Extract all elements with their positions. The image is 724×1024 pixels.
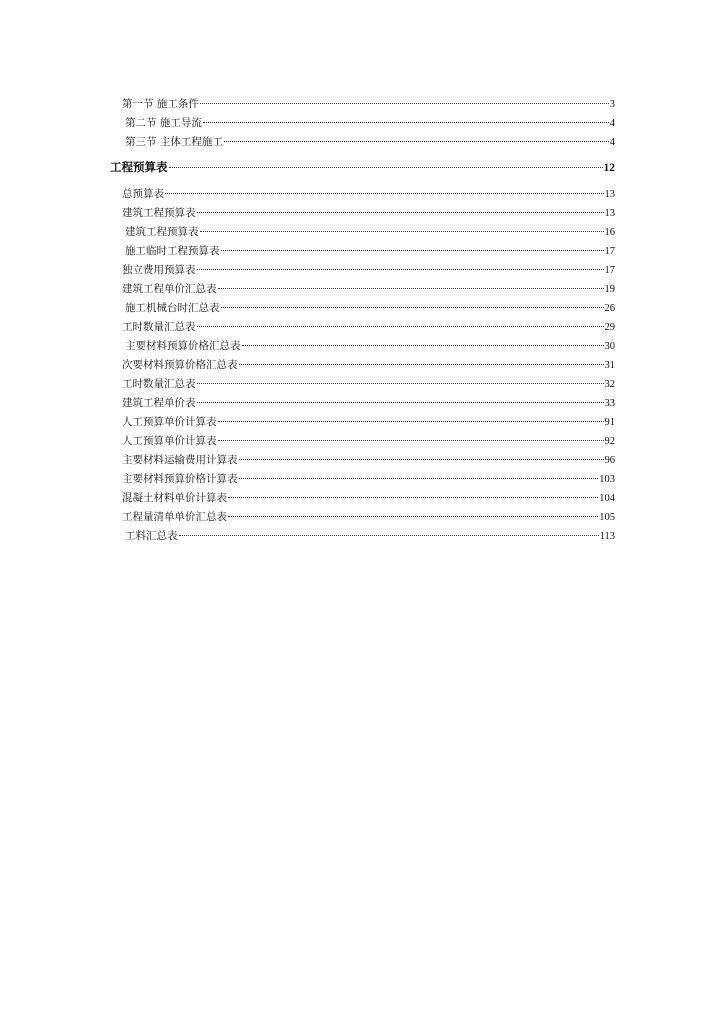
toc-entry-label: 工程量清单单价汇总表: [122, 511, 227, 523]
toc-entry-label: 总预算表: [122, 188, 164, 200]
toc-dot-leader: [169, 167, 603, 168]
toc-entry-label: 建筑工程单价表: [122, 397, 196, 409]
toc-dot-leader: [197, 212, 604, 213]
toc-dot-leader: [221, 250, 604, 251]
toc-entry[interactable]: [122, 358, 615, 373]
toc-entry-label: 人工预算单价计算表: [122, 416, 217, 428]
toc-entry[interactable]: [122, 206, 615, 221]
toc-dot-leader: [197, 402, 604, 403]
toc-dot-leader: [224, 141, 609, 142]
toc-entry-page: 30: [604, 341, 615, 352]
toc-entry-main-works[interactable]: [125, 135, 615, 150]
toc-entry-construction-conditions[interactable]: [122, 97, 615, 112]
toc-dot-leader: [197, 383, 604, 384]
toc-entry-label: 建筑工程预算表: [125, 226, 199, 238]
toc-entry-label: 人工预算单价计算表: [122, 435, 217, 447]
toc-entry-label: 施工机械台时汇总表: [125, 302, 220, 314]
toc-dot-leader: [197, 269, 604, 270]
toc-dot-leader: [197, 326, 604, 327]
toc-entry[interactable]: [122, 453, 615, 468]
toc-dot-leader: [228, 516, 598, 517]
toc-entry-label: 建筑工程单价汇总表: [122, 283, 217, 295]
toc-dot-leader: [218, 440, 604, 441]
toc-entry-page: 103: [599, 474, 615, 485]
toc-entry[interactable]: [122, 415, 615, 430]
toc-entry-page: 105: [599, 512, 615, 523]
toc-entry-label: 施工临时工程预算表: [125, 245, 220, 257]
toc-entry-label: 工时数量汇总表: [122, 321, 196, 333]
toc-dot-leader: [228, 497, 598, 498]
toc-dot-leader: [218, 288, 604, 289]
toc-entry-label: 第三节 主体工程施工: [125, 136, 223, 148]
toc-entry-page: 3: [609, 99, 615, 110]
toc-entry-page: 16: [604, 227, 615, 238]
toc-entry[interactable]: [125, 529, 615, 544]
toc-dot-leader: [203, 122, 609, 123]
toc-heading-page: 12: [603, 162, 615, 174]
toc-dot-leader: [200, 103, 609, 104]
toc-dot-leader: [221, 307, 604, 308]
toc-entry[interactable]: [122, 472, 615, 487]
toc-entry[interactable]: [122, 510, 615, 525]
toc-entry-page: 17: [604, 265, 615, 276]
toc-dot-leader: [239, 478, 599, 479]
toc-entry-page: 32: [604, 379, 615, 390]
toc-entry-label: 主要材料运输费用计算表: [122, 454, 238, 466]
toc-entry-label: 主要材料预算价格汇总表: [125, 340, 241, 352]
toc-entry[interactable]: [122, 377, 615, 392]
toc-entry[interactable]: [122, 282, 615, 297]
toc-entry-page: 91: [604, 417, 615, 428]
toc-entry[interactable]: [125, 225, 615, 240]
toc-dot-leader: [200, 231, 604, 232]
toc-entry-page: 13: [604, 208, 615, 219]
toc-entry-label: 第一节 施工条件: [122, 98, 199, 110]
toc-entry-page: 104: [599, 493, 615, 504]
toc-entry-label: 主要材料预算价格计算表: [122, 473, 238, 485]
toc-entry-page: 29: [604, 322, 615, 333]
toc-dot-leader: [239, 364, 604, 365]
toc-entry-page: 31: [604, 360, 615, 371]
toc-heading-label: 工程预算表: [110, 160, 168, 174]
toc-dot-leader: [242, 345, 604, 346]
toc-entry[interactable]: [122, 396, 615, 411]
toc-entry-page: 4: [609, 118, 615, 129]
toc-entry-page: 96: [604, 455, 615, 466]
toc-entry[interactable]: [122, 491, 615, 506]
toc-entry-label: 工料汇总表: [125, 530, 178, 542]
toc-entry[interactable]: [122, 320, 615, 335]
toc-entry-page: 92: [604, 436, 615, 447]
toc-entry-label: 混凝土材料单价计算表: [122, 492, 227, 504]
toc-entry[interactable]: [125, 339, 615, 354]
toc-entry-label: 建筑工程预算表: [122, 207, 196, 219]
toc-heading-budget-tables[interactable]: [110, 160, 615, 175]
toc-entry[interactable]: [125, 301, 615, 316]
toc-dot-leader: [239, 459, 604, 460]
toc-entry[interactable]: [122, 263, 615, 278]
toc-entry-page: 19: [604, 284, 615, 295]
toc-entry[interactable]: [122, 187, 615, 202]
toc-entry-page: 17: [604, 246, 615, 257]
toc-dot-leader: [218, 421, 604, 422]
toc-entry[interactable]: [125, 244, 615, 259]
toc-entry-page: 33: [604, 398, 615, 409]
toc-entry-diversion[interactable]: [125, 116, 615, 131]
toc-entry-label: 次要材料预算价格汇总表: [122, 359, 238, 371]
toc-entry-label: 工时数量汇总表: [122, 378, 196, 390]
toc-entry-label: 第二节 施工导流: [125, 117, 202, 129]
toc-entry-label: 独立费用预算表: [122, 264, 196, 276]
toc-entry[interactable]: [122, 434, 615, 449]
toc-entry-page: 113: [599, 531, 615, 542]
toc-dot-leader: [165, 193, 604, 194]
toc-entry-page: 26: [604, 303, 615, 314]
toc-entry-page: 13: [604, 189, 615, 200]
toc-dot-leader: [179, 535, 599, 536]
toc-entry-page: 4: [609, 137, 615, 148]
